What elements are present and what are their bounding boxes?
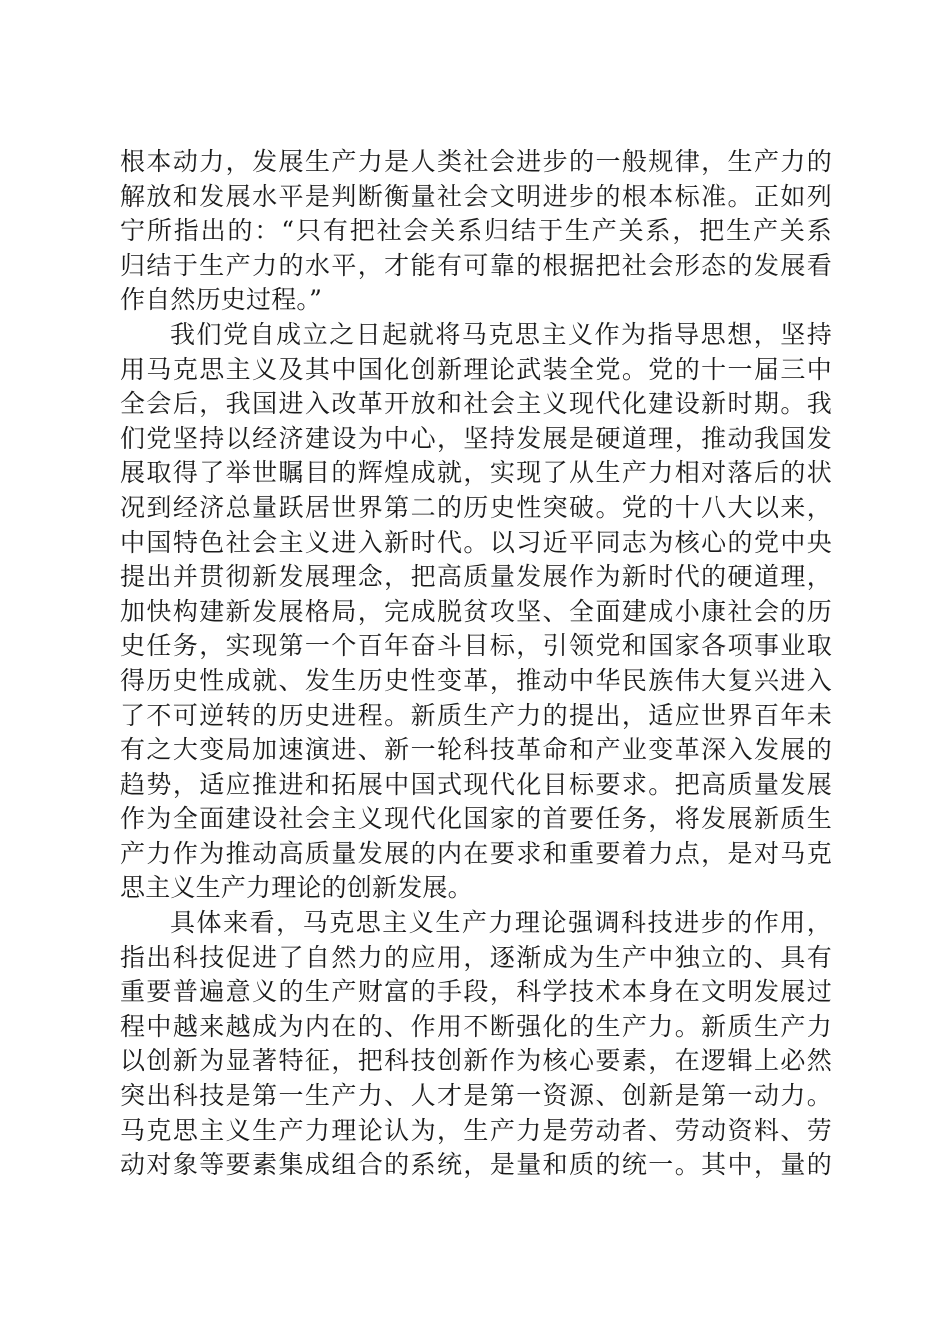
text-line: 根本动力，发展生产力是人类社会进步的一般规律，生产力的 [120,147,832,176]
text-line: 动对象等要素集成组合的系统，是量和质的统一。其中，量的 [120,1150,832,1180]
text-line: 们党坚持以经济建设为中心，坚持发展是硬道理，推动我国发 [120,423,832,453]
text-line: 中国特色社会主义进入新时代。以习近平同志为核心的党中央 [120,527,832,557]
text-line: 作自然历史过程。” [120,285,323,315]
text-line: 作为全面建设社会主义现代化国家的首要任务，将发展新质生 [120,804,832,834]
text-line: 加快构建新发展格局，完成脱贫攻坚、全面建成小康社会的历 [120,596,832,626]
text-line: 重要普遍意义的生产财富的手段，科学技术本身在文明发展过 [120,977,832,1007]
document-body [120,145,832,1183]
text-line: 归结于生产力的水平，才能有可靠的根据把社会形态的发展看 [120,250,832,280]
text-line: 全会后，我国进入改革开放和社会主义现代化建设新时期。我 [120,389,832,419]
text-line: 得历史性成就、发生历史性变革，推动中华民族伟大复兴进入 [120,665,832,695]
text-line: 有之大变局加速演进、新一轮科技革命和产业变革深入发展的 [120,735,832,765]
text-line: 解放和发展水平是判断衡量社会文明进步的根本标准。正如列 [120,181,832,211]
text-line: 宁所指出的：“只有把社会关系归结于生产关系，把生产关系 [120,216,832,246]
text-line: 展取得了举世瞩目的辉煌成就，实现了从生产力相对落后的状 [120,458,832,488]
text-line: 产力作为推动高质量发展的内在要求和重要着力点，是对马克 [120,838,832,868]
text-line: 况到经济总量跃居世界第二的历史性突破。党的十八大以来， [120,492,832,522]
paragraph-1 [120,145,832,318]
text-line: 程中越来越成为内在的、作用不断强化的生产力。新质生产力 [120,1011,832,1041]
paragraph-3 [120,906,832,1183]
text-line: 趋势，适应推进和拓展中国式现代化目标要求。把高质量发展 [120,769,832,799]
text-line: 了不可逆转的历史进程。新质生产力的提出，适应世界百年未 [120,700,832,730]
text-line: 马克思主义生产力理论认为，生产力是劳动者、劳动资料、劳 [120,1115,832,1145]
text-line: 史任务，实现第一个百年奋斗目标，引领党和国家各项事业取 [120,631,832,661]
text-line: 以创新为显著特征，把科技创新作为核心要素，在逻辑上必然 [120,1046,832,1076]
text-line: 提出并贯彻新发展理念，把高质量发展作为新时代的硬道理， [120,562,832,592]
text-line: 用马克思主义及其中国化创新理论武装全党。党的十一届三中 [120,354,832,384]
text-line: 具体来看，马克思主义生产力理论强调科技进步的作用， [170,908,832,938]
text-line: 思主义生产力理论的创新发展。 [120,873,473,903]
text-line: 我们党自成立之日起就将马克思主义作为指导思想，坚持 [170,319,832,349]
text-line: 指出科技促进了自然力的应用，逐渐成为生产中独立的、具有 [120,942,832,972]
text-line: 突出科技是第一生产力、人才是第一资源、创新是第一动力。 [120,1081,832,1111]
paragraph-2 [120,318,832,906]
